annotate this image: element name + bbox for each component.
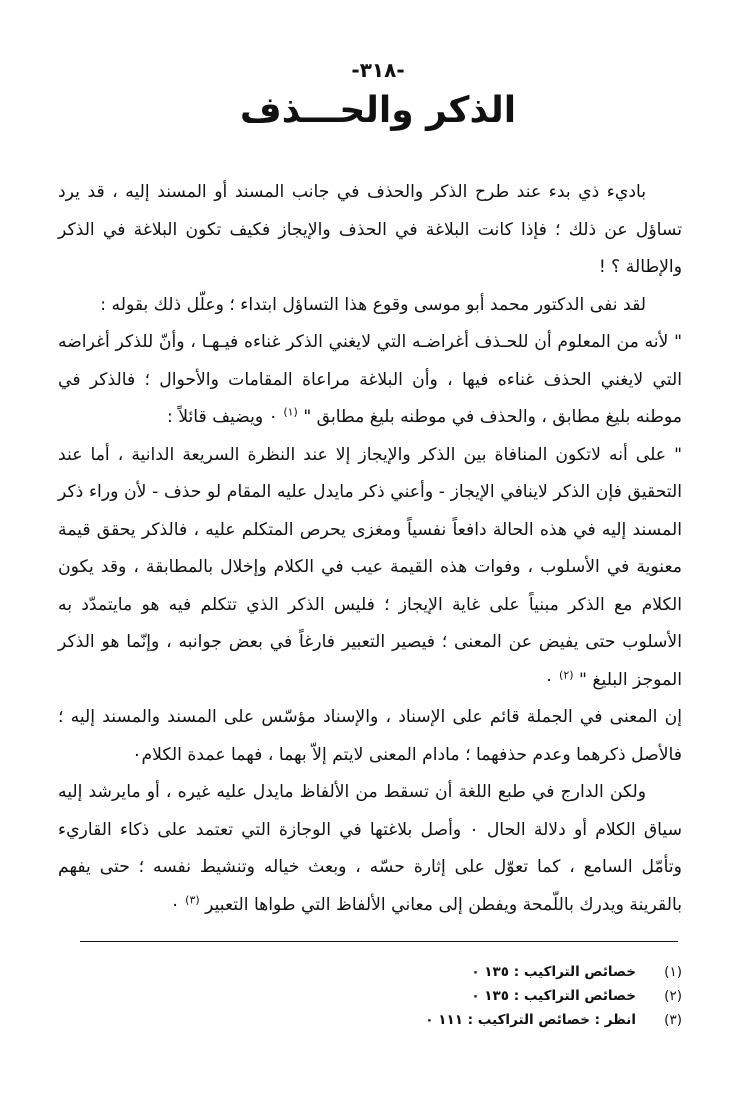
paragraph: إن المعنى في الجملة قائم على الإسناد ، والإسناد مؤسّس على المسند والمسند إليه ؛ فالأصل ذكرهما وعدم حذفهما ؛ مادام المعنى لايتم إلاّ بهما ، فهما عمدة الكلام٠ — [58, 707, 682, 765]
footnote-ref: (٣) — [185, 892, 200, 906]
page-number: -٣١٨- — [351, 58, 405, 82]
quote-paragraph — [58, 324, 682, 437]
footnote — [58, 1008, 682, 1032]
footnote-divider — [80, 941, 678, 942]
page-title: الذكر والحـــذف — [239, 90, 517, 131]
footnote-text: خصائص التراكيب : ١٣٥ ٠ — [471, 964, 636, 980]
footnotes — [58, 960, 682, 1032]
footnote-mark: (١) — [664, 964, 682, 980]
footnote-mark: (٣) — [664, 1012, 682, 1028]
paragraph — [58, 774, 682, 924]
quote-paragraph — [58, 437, 682, 700]
footnote-text: انظر : خصائص التراكيب : ١١١ ٠ — [425, 1012, 636, 1028]
paragraph-text: ولكن الدارج في طبع اللغة أن تسقط من الألفاظ مايدل عليه غيره ، أو مايرشد إليه سياق الكلام أو دلالة الحال ٠ وأصل بلاغتها في الوجازة التي تعتمد على ذكاء القاريء وتأمّل السامع ، كما تعوّل على إثارة حسّه ، وبعث خياله وتنشيط نفسه ؛ حتى يفهم بالقرينة ويدرك باللّمحة ويفطن إلى معاني الألفاظ التي طواها التعبير — [58, 782, 682, 915]
quote-tail: ٠ ويضيف قائلاً : — [166, 407, 278, 427]
footnote-ref: (١) — [283, 405, 298, 419]
quote-tail: ٠ — [544, 669, 554, 690]
body-text — [58, 174, 682, 924]
footnote-ref: (٢) — [559, 667, 574, 681]
paragraph: باديء ذي بدء عند طرح الذكر والحذف في جانب المسند أو المسند إليه ، قد يرد تساؤل عن ذلك ؛ فإذا كانت البلاغة في الحذف والإيجاز فكيف تكون البلاغة في الذكر والإطالة ؟ ! — [58, 182, 682, 277]
footnote — [58, 960, 682, 984]
footnote-mark: (٢) — [664, 988, 682, 1004]
paragraph-tail: ٠ — [170, 894, 180, 915]
quote-text: " على أنه لاتكون المنافاة بين الذكر والإيجاز إلا عند النظرة السريعة الدانية ، أما عند التحقيق فإن الذكر لاينافي الإيجاز - وأعني ذكر مايدل عليه المقام لو حذف - لأن وراء ذكر المسند إليه في هذه الحالة دافعاً نفسياً ومغزى يحرص المتكلم عليه ، فالذكر يحقق قيمة معنوية في الأسلوب ، وفوات هذه القيمة عيب في الكلام وإخلال بالمطابقة ، وقد يكون الكلام مع الذكر مبنياً على غاية الإيجاز ؛ فليس الذكر الذي تتكلم فيه هو مايتمدّد به الأسلوب حتى يفيض عن المعنى ؛ فيصير التعبير فارغاً في بعض جوانبه ، وإنّما هو الذكر الموجز البليغ " — [58, 444, 682, 690]
quote-text: " لأنه من المعلوم أن للحـذف أغراضـه التي لايغني الذكر غناءه فيـهـا ، وأنّ للذكر أغراضه التي لايغني الحذف غناءه فيها ، وأن البلاغة مراعاة المقامات والأحوال ؛ فالذكر في موطنه بليغ مطابق ، والحذف في موطنه بليغ مطابق " — [58, 332, 682, 427]
footnote-text: خصائص التراكيب : ١٣٥ ٠ — [471, 988, 636, 1004]
paragraph: لقد نفى الدكتور محمد أبو موسى وقوع هذا التساؤل ابتداء ؛ وعلّل ذلك بقوله : — [100, 294, 646, 315]
footnote — [58, 984, 682, 1008]
